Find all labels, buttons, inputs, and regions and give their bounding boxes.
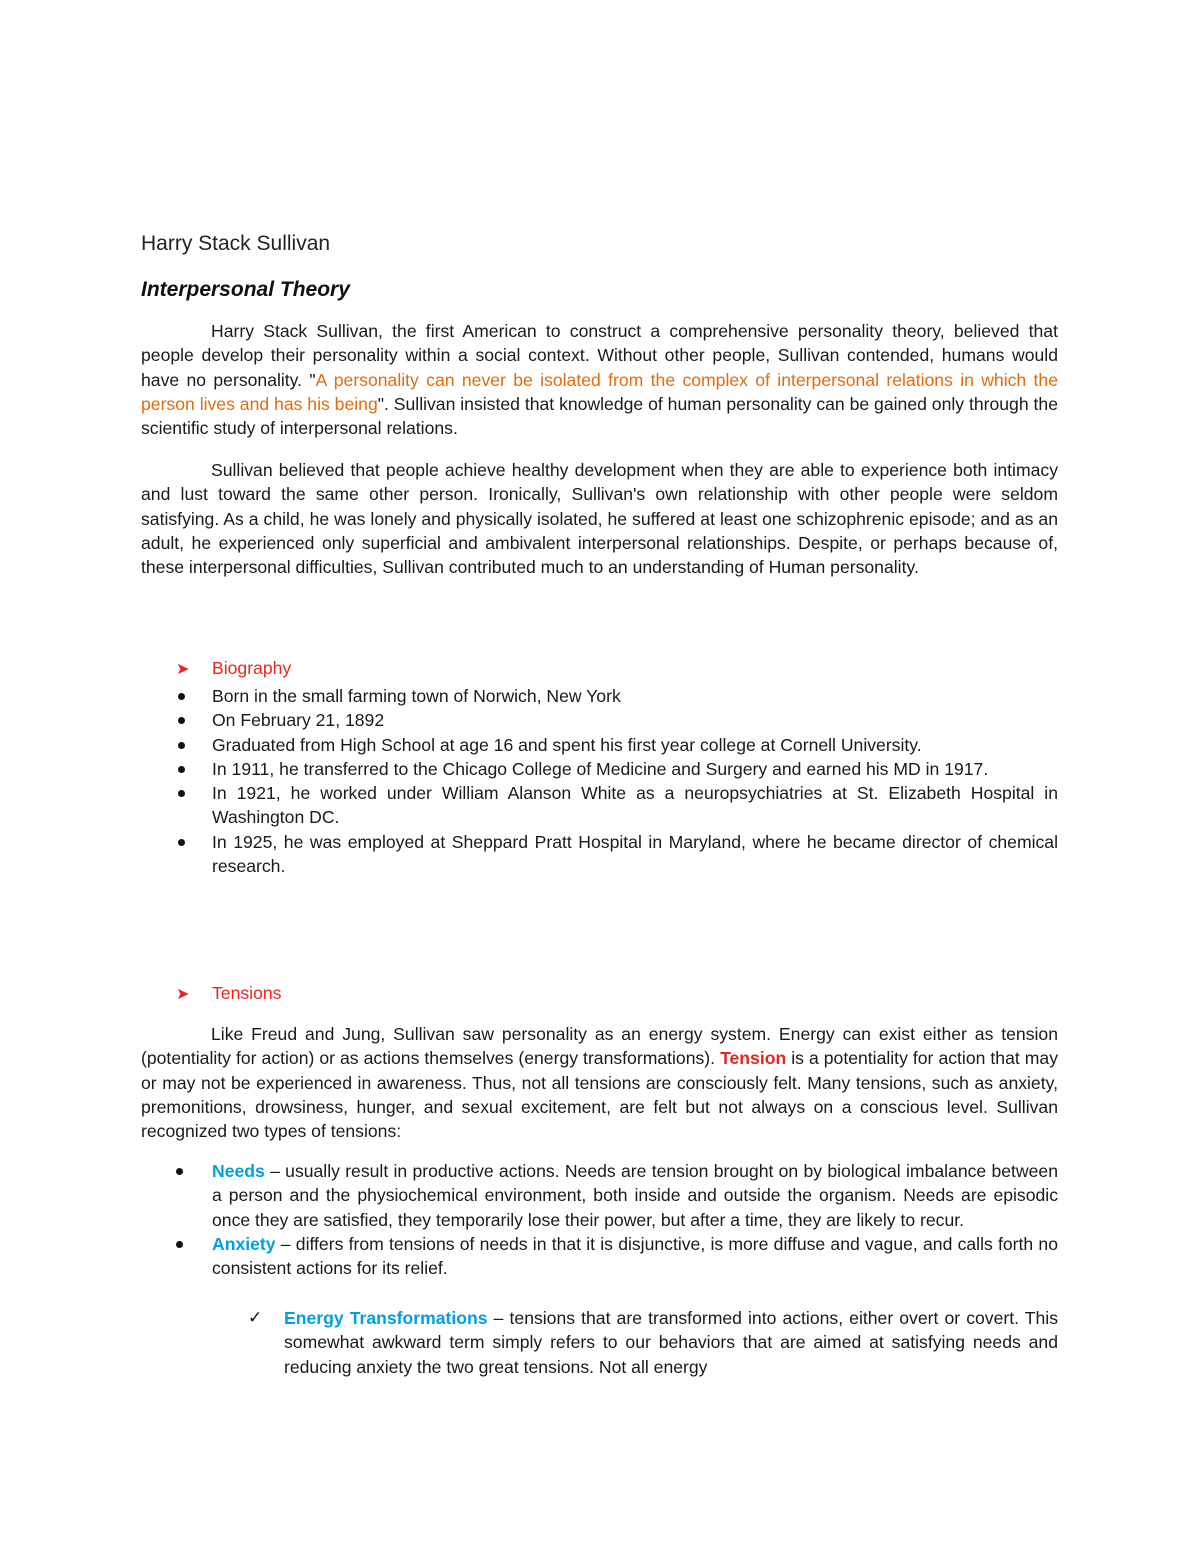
document-subtitle: Interpersonal Theory: [141, 278, 350, 301]
list-item: In 1911, he transferred to the Chicago College of Medicine and Surgery and earned his MD in 1917.: [212, 757, 1058, 781]
list-item: In 1921, he worked under William Alanson White as a neuropsychiatries at St. Elizabeth Hospital in Washington DC.: [212, 781, 1058, 830]
biography-list: [212, 684, 1058, 878]
tensions-paragraph: Like Freud and Jung, Sullivan saw personality as an energy system. Energy can exist either as tension (potentiality for action) or as actions themselves (energy transformations). Tension is a potentiality for action that may or may not be experienced in awareness. Thus, not all tensions are consciously felt. Many tensions, such as anxiety, premonitions, drowsiness, hunger, and sexual excitement, are felt but not always on a conscious level. Sullivan recognized two types of tensions:: [141, 1024, 1059, 1142]
intro-text-a: Harry Stack Sullivan, the first American to construct a comprehensive personality theory, believed that people develop their personality within a social context. Without other people, Sullivan contended, humans would have no personality. ": [141, 321, 1058, 390]
intro-text-b: ". Sullivan insisted that knowledge of human personality can be gained only through the scientific study of interpersonal relations.: [141, 393, 1058, 439]
round-bullet-icon: [178, 766, 185, 773]
intro-paragraph-2: Sullivan believed that people achieve healthy development when they are able to experience both intimacy and lust toward the same other person. Ironically, Sullivan's own relationship with other people were seldom satisfying. As a child, he was lonely and physically isolated, he suffered at least one schizophrenic episode; and as an adult, he experienced only superficial and ambivalent interpersonal relationships. Despite, or perhaps because of, these interpersonal difficulties, Sullivan contributed much to an understanding of Human personality.: [141, 460, 1058, 578]
round-bullet-icon: [178, 717, 185, 724]
round-bullet-icon: [176, 1168, 183, 1175]
round-bullet-icon: [178, 693, 185, 700]
round-bullet-icon: [178, 742, 185, 749]
arrow-bullet-icon: ➤: [176, 661, 190, 678]
biography-heading-label: Biography: [212, 658, 292, 678]
round-bullet-icon: [178, 839, 185, 846]
round-bullet-icon: [176, 1241, 183, 1248]
checkmark-icon: ✓: [248, 1308, 263, 1327]
biography-heading: [176, 658, 291, 679]
list-item: Anxiety – differs from tensions of needs in that it is disjunctive, is more diffuse and vague, and calls forth no consistent actions for its relief.: [212, 1232, 1058, 1281]
tension-term: Tension: [720, 1048, 787, 1069]
list-item: Needs – usually result in productive actions. Needs are tension brought on by biological imbalance between a person and the physiochemical environment, both inside and outside the organism. Needs are episodic once they are satisfied, they temporarily lose their power, but after a time, they are likely to recur.: [212, 1159, 1058, 1232]
arrow-bullet-icon: ➤: [176, 986, 190, 1003]
document-title: Harry Stack Sullivan: [141, 232, 331, 255]
anxiety-term: Anxiety: [212, 1233, 276, 1254]
list-item: Graduated from High School at age 16 and spent his first year college at Cornell University.: [212, 733, 1058, 757]
sullivan-quote: A personality can never be isolated from the complex of interpersonal relations in which the person lives and has his being: [141, 369, 1059, 414]
energy-transformations-item: ✓ Energy Transformations – tensions that are transformed into actions, either overt or covert. This somewhat awkward term simply refers to our behaviors that are aimed at satisfying needs and reducing anxiety the two great tensions. Not all energy: [248, 1308, 1058, 1377]
list-item: On February 21, 1892: [212, 708, 1058, 732]
tensions-heading: [176, 983, 281, 1004]
needs-term: Needs: [212, 1161, 265, 1181]
intro-paragraph-1: [141, 319, 1058, 440]
round-bullet-icon: [178, 790, 185, 797]
energy-term: Energy Transformations: [284, 1308, 488, 1328]
tensions-heading-label: Tensions: [212, 983, 282, 1003]
list-item: Born in the small farming town of Norwich, New York: [212, 684, 1058, 708]
tensions-list: [212, 1159, 1058, 1280]
list-item: In 1925, he was employed at Sheppard Pratt Hospital in Maryland, where he became director of chemical research.: [212, 830, 1058, 879]
